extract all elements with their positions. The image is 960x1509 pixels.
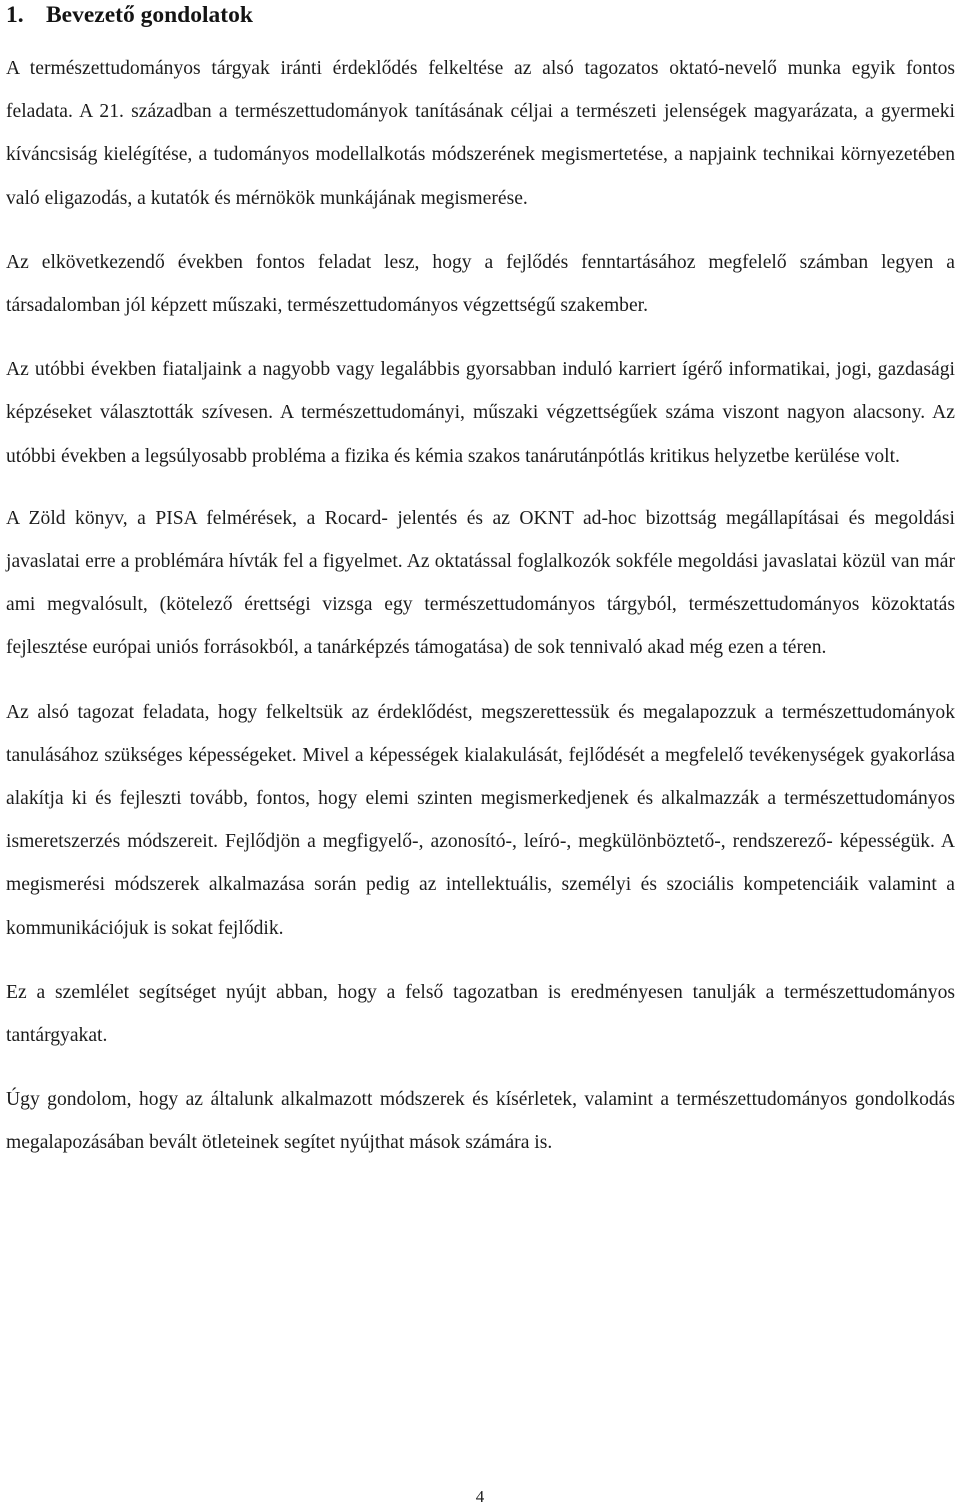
paragraph-green-book: A Zöld könyv, a PISA felmérések, a Rocard- jelentés és az OKNT ad-hoc bizottság megállapításai és megoldási javaslatai erre a problémára hívták fel a figyelmet. Az oktatással foglalkozók sokféle megoldási javaslatai közül van már ami megvalósult, (kötelező érettségi vizsga egy természettudományos tárgyból, természettudományos közoktatás fejlesztése európai uniós forrásokból, a tanárképzés támogatása) de sok tennivaló akad még ezen a téren.	[6, 507, 955, 659]
section-heading	[6, 0, 955, 42]
section-title: Bevezető gondolatok	[46, 2, 253, 28]
paragraph-future-tasks: Az elkövetkezendő években fontos feladat lesz, hogy a fejlődés fenntartásához megfelelő számban legyen a társadalomban jól képzett műszaki, természettudományos végzettségű szakember.	[6, 251, 955, 317]
paragraph-recent-years: Az utóbbi években fiataljaink a nagyobb vagy legalábbis gyorsabban induló karriert ígérő informatikai, jogi, gazdasági képzéseket választották szívesen. A természettudományi, műszaki végzettségűek száma viszont nagyon alacsony. Az utóbbi években a legsúlyosabb probléma a fizika és kémia szakos tanárutánpótlás kritikus helyzetbe kerülése volt.	[6, 359, 955, 467]
paragraph-conclusion: Úgy gondolom, hogy az általunk alkalmazott módszerek és kísérletek, valamint a természettudományos gondolkodás megalapozásában bevált ötleteinek segítet nyújthat mások számára is.	[6, 1089, 955, 1154]
paragraph-lower-school: Az alsó tagozat feladata, hogy felkeltsük az érdeklődést, megszerettessük és megalapozzuk a természettudományok tanulásához szükséges képességeket. Mivel a képességek kialakulását, fejlődését a megfelelő tevékenységek gyakorlása alakítja ki és fejleszti tovább, fontos, hogy elemi szinten megismerkedjenek és alkalmazzák a természettudományos ismeretszerzés módszereit. Fejlődjön a megfigyelő-, azonosító-, leíró-, megkülönböztető-, rendszerező- képességük. A megismerési módszerek alkalmazása során pedig az intellektuális, személyi és szociális kompetenciáik valamint a kommunikációjuk is sokat fejlődik.	[6, 701, 955, 939]
paragraph-intro: A természettudományos tárgyak iránti érdeklődés felkeltése az alsó tagozatos oktató-nevelő munka egyik fontos feladata. A 21. században a természettudományok tanításának céljai a természeti jelenségek magyarázata, a gyermeki kíváncsiság kielégítése, a tudományos modellalkotás módszerének megismertetése, a napjaink technikai környezetében való eligazodás, a kutatók és mérnökök munkájának megismerése.	[6, 58, 955, 209]
body-text	[6, 47, 955, 1165]
page-number: 4	[475, 1487, 485, 1506]
section-number: 1.	[6, 2, 24, 28]
paragraph-approach: Ez a szemlélet segítséget nyújt abban, hogy a felső tagozatban is eredményesen tanulják a természettudományos tantárgyakat.	[6, 981, 955, 1047]
